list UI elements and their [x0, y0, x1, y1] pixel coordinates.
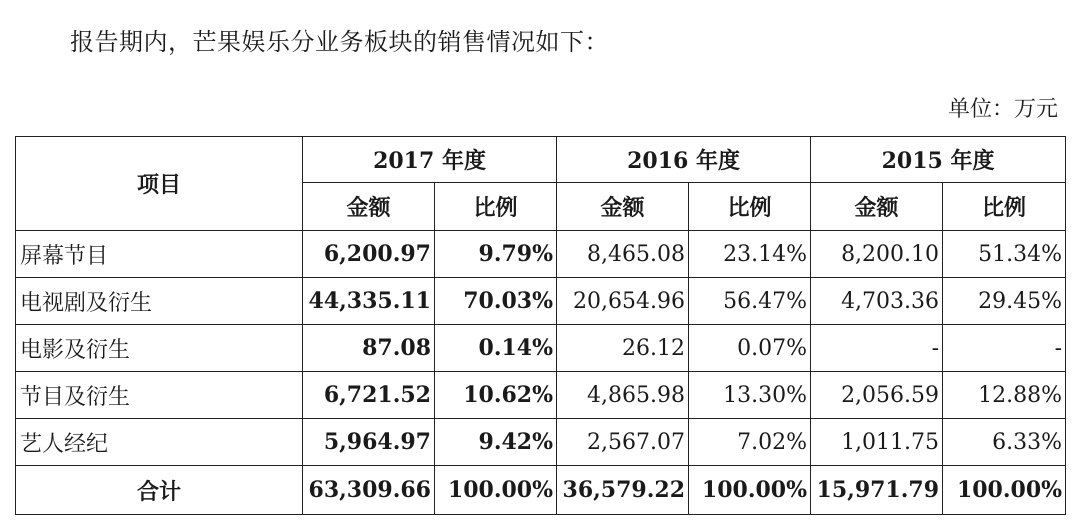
year-header-2017: 2017 年度	[303, 137, 557, 183]
amount-cell: 87.08	[303, 325, 435, 372]
amount-cell: 8,465.08	[557, 231, 689, 278]
ratio-header: 比例	[435, 183, 557, 231]
table-row	[16, 419, 1066, 466]
total-label: 合计	[16, 466, 303, 515]
amount-cell: 6,200.97	[303, 231, 435, 278]
table-row	[16, 325, 1066, 372]
amount-cell: 26.12	[557, 325, 689, 372]
year-header-2016: 2016 年度	[557, 137, 811, 183]
ratio-cell: 12.88%	[943, 372, 1066, 419]
total-ratio-cell: 100.00%	[435, 466, 557, 515]
ratio-cell: -	[943, 325, 1066, 372]
amount-cell: 4,865.98	[557, 372, 689, 419]
ratio-cell: 6.33%	[943, 419, 1066, 466]
unit-label: 单位：万元	[947, 97, 1058, 122]
table-row	[16, 372, 1066, 419]
ratio-cell: 9.42%	[435, 419, 557, 466]
total-amount-cell: 63,309.66	[303, 466, 435, 515]
sales-table	[15, 136, 1066, 515]
amount-cell: 5,964.97	[303, 419, 435, 466]
row-label: 电视剧及衍生	[16, 278, 303, 325]
row-label: 电影及衍生	[16, 325, 303, 372]
ratio-cell: 23.14%	[689, 231, 811, 278]
ratio-header: 比例	[943, 183, 1066, 231]
item-header: 项目	[16, 137, 303, 231]
ratio-cell: 10.62%	[435, 372, 557, 419]
amount-header: 金额	[303, 183, 435, 231]
row-label: 节目及衍生	[16, 372, 303, 419]
total-ratio-cell: 100.00%	[689, 466, 811, 515]
row-label: 艺人经纪	[16, 419, 303, 466]
amount-cell: 20,654.96	[557, 278, 689, 325]
total-ratio-cell: 100.00%	[943, 466, 1066, 515]
amount-cell: 8,200.10	[811, 231, 943, 278]
amount-cell: 1,011.75	[811, 419, 943, 466]
amount-header: 金额	[557, 183, 689, 231]
total-amount-cell: 36,579.22	[557, 466, 689, 515]
amount-cell: 2,056.59	[811, 372, 943, 419]
ratio-cell: 7.02%	[689, 419, 811, 466]
ratio-cell: 0.14%	[435, 325, 557, 372]
amount-cell: 4,703.36	[811, 278, 943, 325]
ratio-cell: 9.79%	[435, 231, 557, 278]
amount-cell: -	[811, 325, 943, 372]
row-label: 屏幕节目	[16, 231, 303, 278]
ratio-header: 比例	[689, 183, 811, 231]
amount-cell: 6,721.52	[303, 372, 435, 419]
table-row	[16, 231, 1066, 278]
ratio-cell: 0.07%	[689, 325, 811, 372]
ratio-cell: 29.45%	[943, 278, 1066, 325]
intro-text: 报告期内，芒果娱乐分业务板块的销售情况如下：	[70, 28, 609, 56]
year-header-2015: 2015 年度	[811, 137, 1066, 183]
table-row	[16, 278, 1066, 325]
ratio-cell: 13.30%	[689, 372, 811, 419]
ratio-cell: 56.47%	[689, 278, 811, 325]
amount-cell: 2,567.07	[557, 419, 689, 466]
ratio-cell: 70.03%	[435, 278, 557, 325]
amount-cell: 44,335.11	[303, 278, 435, 325]
amount-header: 金额	[811, 183, 943, 231]
total-row	[16, 466, 1066, 515]
ratio-cell: 51.34%	[943, 231, 1066, 278]
total-amount-cell: 15,971.79	[811, 466, 943, 515]
